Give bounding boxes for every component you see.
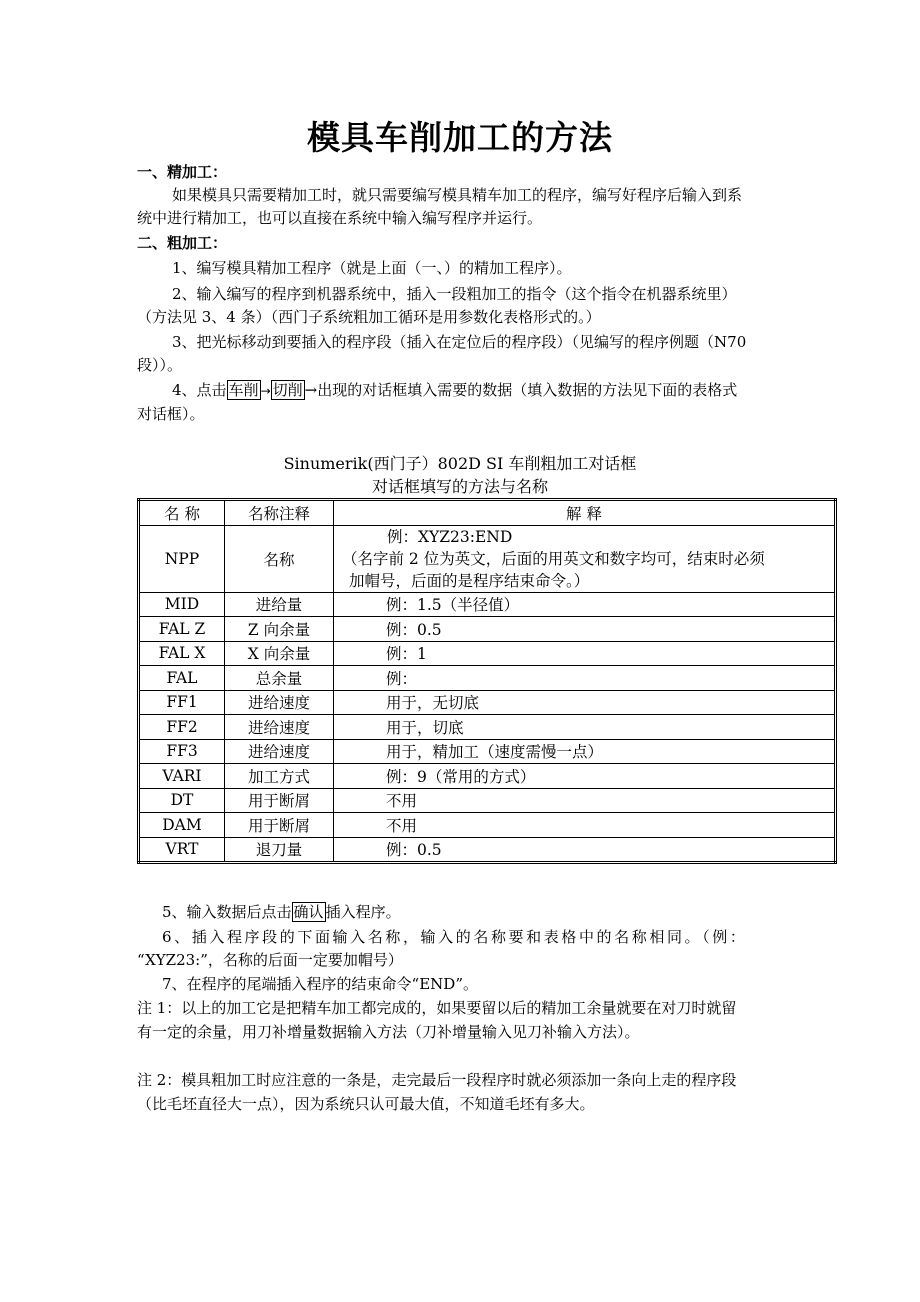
confirm-button-ref: 确认 [293, 903, 324, 921]
table-row [139, 715, 836, 740]
document-title: 模具车削加工的方法 [307, 118, 613, 157]
cell-name: FF3 [139, 739, 225, 764]
cell-note: 用于断屑 [225, 813, 334, 838]
step-2-line1: 2、输入编写的程序到机器系统中，插入一段粗加工的指令（这个指令在机器系统里） [172, 285, 737, 303]
cell-name: VRT [139, 837, 225, 863]
step-5 [162, 901, 401, 923]
cell-note: 退刀量 [225, 837, 334, 863]
note-2-line2: （比毛坯直径大一点），因为系统只认可最大值，不知道毛坯有多大。 [137, 1095, 595, 1113]
parameter-table [137, 498, 837, 864]
arrow-icon: → [260, 384, 271, 398]
cell-note: 进给速度 [225, 739, 334, 764]
table-row [139, 592, 836, 617]
cell-note: 总余量 [225, 666, 334, 691]
step-4-line2: 对话框）。 [137, 405, 205, 423]
npp-desc-line2: （名字前 2 位为英文，后面的用英文和数字均可，结束时必须 [342, 549, 765, 568]
table-row [139, 617, 836, 642]
cell-note: 名称 [225, 525, 334, 592]
cell-name: FAL Z [139, 617, 225, 642]
npp-desc-line3: 加帽号，后面的是程序结束命令。） [349, 571, 590, 590]
cell-description: 不用 [334, 788, 836, 813]
step-7: 7、在程序的尾端插入程序的结束命令“END”。 [162, 975, 478, 993]
cell-name: NPP [139, 525, 225, 592]
cell-note: Z 向余量 [225, 617, 334, 642]
cell-name: FF2 [139, 715, 225, 740]
step-4-line1 [172, 379, 737, 402]
cell-description: 例：0.5 [334, 617, 836, 642]
cell-name: FAL [139, 666, 225, 691]
cell-description: 例：1 [334, 641, 836, 666]
table-row [139, 641, 836, 666]
note-1-line2: 有一定的余量，用刀补增量数据输入方法（刀补增量输入见刀补输入方法）。 [137, 1023, 640, 1041]
cell-description: 例： [334, 666, 836, 691]
cell-note: X 向余量 [225, 641, 334, 666]
cell-name: FAL X [139, 641, 225, 666]
turning-button-ref: 车削 [228, 381, 259, 399]
table-row [139, 764, 836, 789]
cell-note: 用于断屑 [225, 788, 334, 813]
step-4-prefix: 4、点击 [172, 381, 227, 399]
table-row-npp [139, 525, 836, 592]
note-2-line1: 注 2：模具粗加工时应注意的一条是，走完最后一段程序时就必须添加一条向上走的程序段 [137, 1071, 737, 1089]
table-caption-line2: 对话框填写的方法与名称 [371, 477, 548, 496]
cell-description: 例：0.5 [334, 837, 836, 863]
cell-note: 进给量 [225, 592, 334, 617]
table-row [139, 690, 836, 715]
table-row [139, 813, 836, 838]
cell-note: 进给速度 [225, 715, 334, 740]
table-caption-line1: Sinumerik(西门子）802D SI 车削粗加工对话框 [283, 454, 637, 473]
section1-paragraph-line1: 如果模具只需要精加工时，就只需要编写模具精车加工的程序，编写好程序后输入到系 [172, 186, 743, 204]
cell-description: 不用 [334, 813, 836, 838]
cell-name: DT [139, 788, 225, 813]
cutting-button-ref: 切削 [272, 381, 303, 399]
cell-name: MID [139, 592, 225, 617]
note-1-line1: 注 1：以上的加工它是把精车加工都完成的，如果要留以后的精加工余量就要在对刀时就留 [137, 999, 737, 1017]
cell-description: 用于，精加工（速度需慢一点） [334, 739, 836, 764]
table-row [139, 837, 836, 863]
section1-paragraph-line2: 统中进行精加工，也可以直接在系统中输入编写程序并运行。 [137, 209, 543, 227]
section-heading-finishing: 一、精加工： [137, 163, 228, 181]
table-header-row [139, 500, 836, 526]
header-description: 解 释 [334, 500, 836, 526]
section-heading-roughing: 二、粗加工： [137, 234, 228, 252]
step-6-line2: “XYZ23:”，名称的后面一定要加帽号） [137, 951, 403, 969]
cell-name: FF1 [139, 690, 225, 715]
table-row [139, 788, 836, 813]
step-5-prefix: 5、输入数据后点击 [162, 903, 292, 921]
step-5-rest: 插入程序。 [325, 903, 401, 921]
step-3-line2: 段））。 [137, 356, 183, 374]
cell-name: DAM [139, 813, 225, 838]
cell-description: 用于，无切底 [334, 690, 836, 715]
cell-note: 加工方式 [225, 764, 334, 789]
step-1: 1、编写模具精加工程序（就是上面（一、）的精加工程序）。 [172, 259, 572, 277]
cell-note: 进给速度 [225, 690, 334, 715]
npp-desc-line1: 例：XYZ23:END [387, 527, 513, 546]
cell-name: VARI [139, 764, 225, 789]
cell-description [334, 525, 836, 592]
step-2-line2: （方法见 3、4 条）（西门子系统粗加工循环是用参数化表格形式的。） [137, 308, 601, 326]
table-row [139, 666, 836, 691]
step-6-line1: 6、插入程序段的下面输入名称，输入的名称要和表格中的名称相同。（例： [162, 928, 748, 946]
cell-description: 用于，切底 [334, 715, 836, 740]
cell-description: 例：1.5（半径值） [334, 592, 836, 617]
step-4-rest: →出现的对话框填入需要的数据（填入数据的方法见下面的表格式 [304, 381, 738, 399]
cell-description: 例：9（常用的方式） [334, 764, 836, 789]
header-note: 名称注释 [225, 500, 334, 526]
header-name: 名 称 [139, 500, 225, 526]
table-row [139, 739, 836, 764]
step-3-line1: 3、把光标移动到要插入的程序段（插入在定位后的程序段）（见编写的程序例题（N70 [172, 333, 747, 351]
